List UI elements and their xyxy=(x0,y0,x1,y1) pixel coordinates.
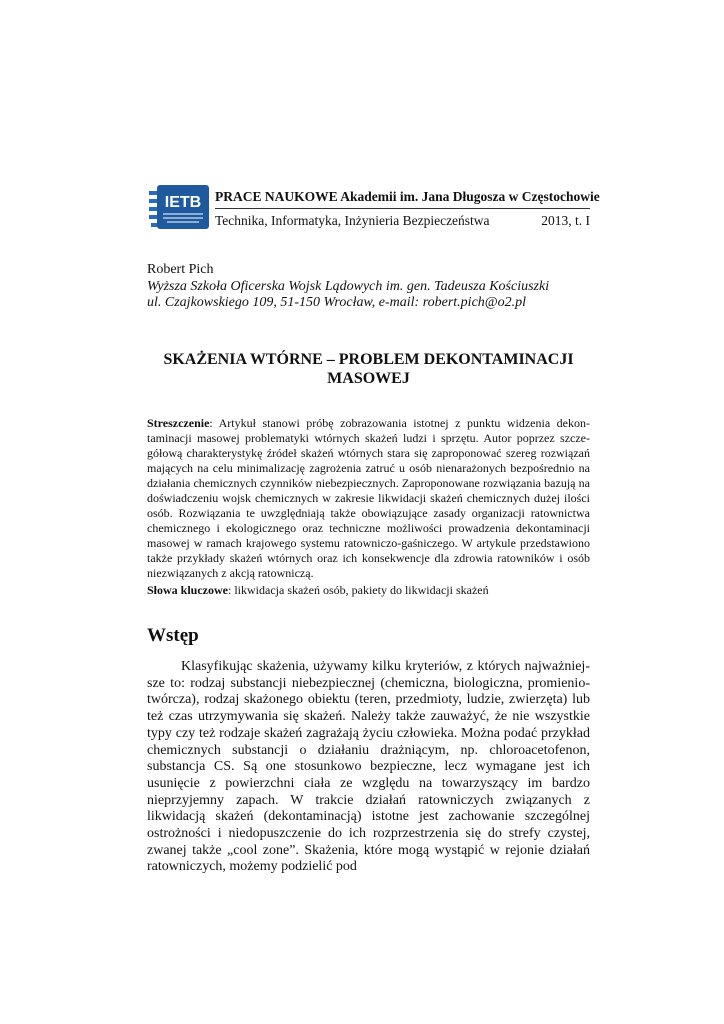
section-heading: Wstęp xyxy=(147,625,199,646)
author-name: Robert Pich xyxy=(147,262,214,277)
header-divider xyxy=(215,208,590,209)
logo-text: IETB xyxy=(164,194,202,211)
body-paragraph: Klasyfikując skażenia, używamy kilku kryteriów, z których najważniejsze to: rodzaj substancji niebezpiecznej (chemiczna, biologiczna, promieniotwórcza), rodzaj skażonego obiektu (teren, przedmioty, ludzie, zwierzęta) lub też czas utrzymywania się skażeń. Należy także zauważyć, że nie wszystkie typy czy też rodzaje skażeń zagrażają życiu człowieka. Można podać przykład chemicznych substancji o działaniu drażniącym, np. chloroacetofenon, substancja CS. Są one stosunkowo bezpieczne, lecz wymagane jest ich usunięcie z powierzchni ciała ze względu na towarzyszący im bardzo nieprzyjemny zapach. W trakcie działań ratowniczych związanych z likwidacją skażeń (dekontaminacją) istotne jest zachowanie szczególnej ostrożności i niedopuszczenie do ich rozprzestrzenia się do strefy czystej, zwanej także „cool zone”. Skażenia, które mogą wystąpić w rejonie działań ratowniczych, możemy podzielić pod xyxy=(147,659,590,875)
paper-title-line1: SKAŻENIA WTÓRNE – PROBLEM DEKONTAMINACJI xyxy=(163,351,574,368)
paper-title-line2: MASOWEJ xyxy=(327,370,410,387)
abstract xyxy=(147,416,590,581)
keywords-text: : likwidacja skażeń osób, pakiety do likwidacji skażeń xyxy=(228,583,489,597)
journal-year: 2013, t. I xyxy=(541,213,590,228)
author-affiliation: Wyższa Szkoła Oficerska Wojsk Lądowych im. gen. Tadeusza Kościuszki xyxy=(147,278,550,294)
journal-title: PRACE NAUKOWE Akademii im. Jana Długosza w Częstochowie xyxy=(215,189,600,204)
abstract-label: Streszczenie xyxy=(147,416,210,430)
author-address: ul. Czajkowskiego 109, 51-150 Wrocław, e-mail: robert.pich@o2.pl xyxy=(147,295,527,310)
journal-logo xyxy=(147,183,211,231)
keywords-label: Słowa kluczowe xyxy=(147,583,228,597)
keywords xyxy=(147,583,590,598)
paper-title xyxy=(147,350,590,388)
journal-series: Technika, Informatyka, Inżynieria Bezpieczeństwa xyxy=(215,213,490,228)
author-block xyxy=(147,262,590,312)
abstract-text: : Artykuł stanowi próbę zobrazowania istotnej z punktu widzenia dekontaminacji masowej problematyki wtórnych skażeń ludzi i sprzętu. Autor poprzez szczegółową charakterystykę źródeł skażeń wtórnych stara się zaproponować szereg rozwiązań mających na celu minimalizację zagrożenia zatruć u osób nienarażonych bezpośrednio na działania chemicznych czynników niebezpiecznych. Zaproponowane rozwiązania bazują na doświadczeniu wojsk chemicznych w zakresie likwidacji skażeń chemicznych dużej ilości osób. Rozwiązania te uwzględniają także obowiązujące zasady organizacji ratownictwa chemicznego i ekologicznego oraz techniczne możliwości prowadzenia dekontaminacji masowej w ramach krajowego systemu ratowniczo-gaśniczego. W artykule przedstawiono także przykłady skażeń wtórnych oraz ich konsekwencje dla zdrowia ratowników i osób niezwiązanych z akcją ratowniczą. xyxy=(147,416,590,580)
